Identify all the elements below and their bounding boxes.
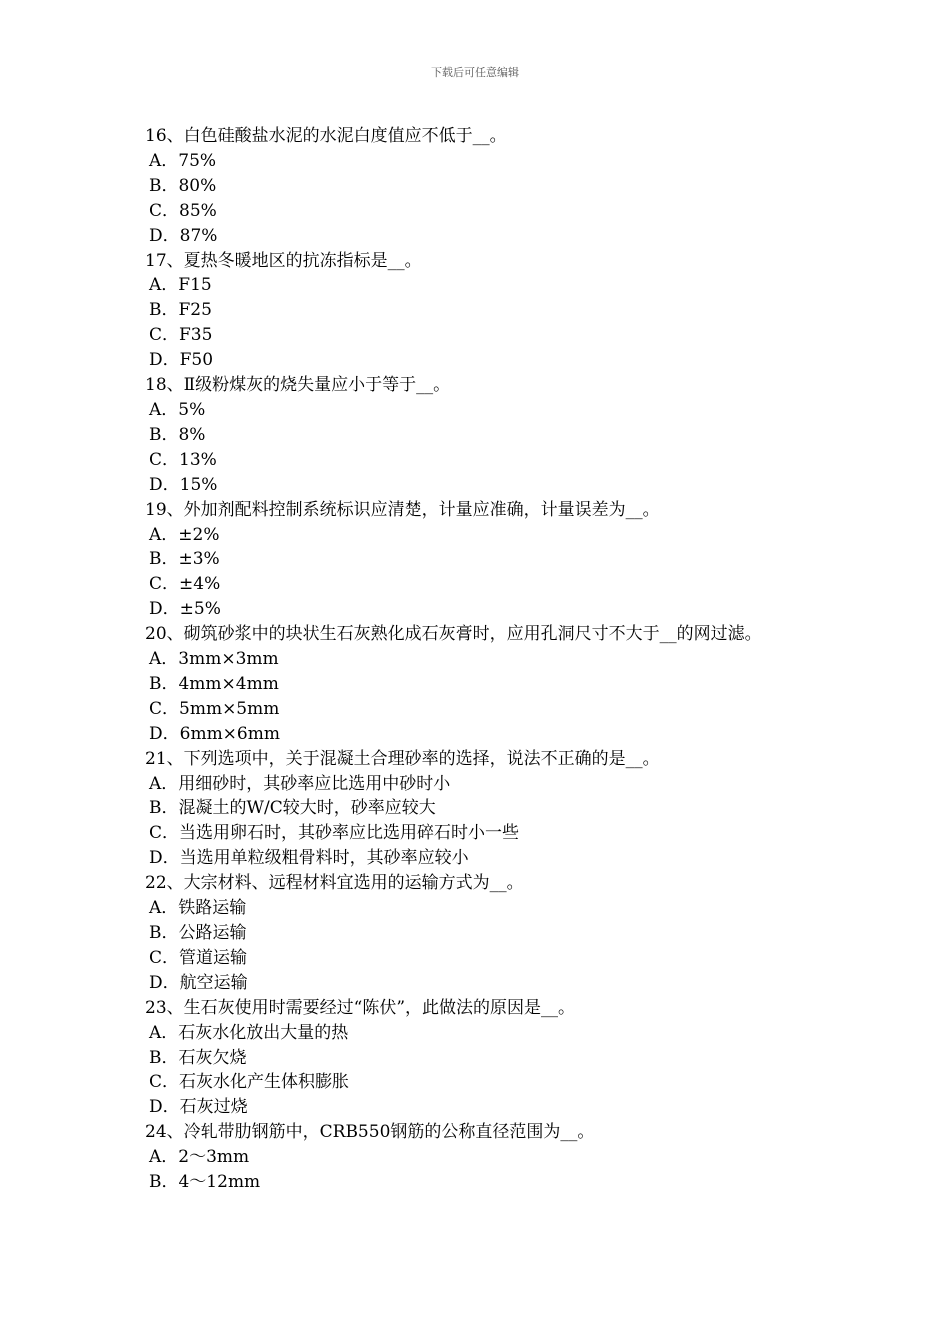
question-19	[145, 498, 815, 623]
option-b: B．混凝土的W/C较大时，砂率应较大	[149, 798, 436, 819]
question-stem: 18、Ⅱ级粉煤灰的烧失量应小于等于__。	[145, 375, 451, 396]
question-18	[145, 373, 815, 498]
option-b: B．±3%	[149, 549, 220, 570]
option-a: A．75%	[149, 150, 217, 171]
question-stem: 20、砌筑砂浆中的块状生石灰熟化成石灰膏时，应用孔洞尺寸不大于__的网过滤。	[145, 624, 762, 645]
option-c: C．当选用卵石时，其砂率应比选用碎石时小一些	[149, 823, 520, 844]
question-stem: 21、下列选项中，关于混凝土合理砂率的选择，说法不正确的是__。	[145, 748, 660, 769]
question-stem: 16、白色硅酸盐水泥的水泥白度值应不低于__。	[145, 126, 507, 146]
option-d: D．6mm×6mm	[149, 723, 280, 744]
option-a: A．±2%	[149, 524, 220, 545]
option-a: A．2～3mm	[149, 1147, 250, 1168]
option-b: B．8%	[149, 424, 206, 445]
option-b: B．公路运输	[149, 923, 247, 943]
option-c: C．F35	[149, 325, 213, 346]
option-d: D．87%	[149, 225, 218, 246]
option-b: B．4～12mm	[149, 1172, 261, 1193]
option-a: A．铁路运输	[149, 898, 247, 919]
option-d: D．±5%	[149, 599, 221, 620]
question-22	[145, 871, 815, 996]
option-a: A．用细砂时，其砂率应比选用中砂时小	[149, 773, 451, 794]
option-d: D．当选用单粒级粗骨料时，其砂率应较小	[149, 848, 469, 869]
option-b: B．80%	[149, 175, 217, 196]
option-a: A．5%	[149, 399, 206, 420]
option-b: B．4mm×4mm	[149, 673, 279, 694]
question-stem: 22、大宗材料、远程材料宜选用的运输方式为__。	[145, 873, 524, 894]
option-a: A．F15	[149, 275, 212, 296]
option-c: C．石灰水化产生体积膨胀	[149, 1072, 350, 1093]
question-16	[145, 124, 815, 249]
option-c: C．13%	[149, 449, 217, 470]
question-21	[145, 747, 815, 872]
question-23	[145, 996, 815, 1121]
question-stem: 19、外加剂配料控制系统标识应清楚，计量应准确，计量误差为__。	[145, 499, 660, 520]
option-d: D．航空运输	[149, 972, 248, 993]
option-c: C．85%	[149, 200, 217, 221]
question-stem: 17、夏热冬暖地区的抗冻指标是__。	[145, 250, 422, 271]
question-list	[145, 124, 815, 1195]
option-d: D．石灰过烧	[149, 1097, 248, 1118]
option-a: A．石灰水化放出大量的热	[149, 1022, 349, 1043]
question-24	[145, 1120, 815, 1195]
option-d: D．F50	[149, 350, 214, 371]
option-c: C．管道运输	[149, 947, 248, 968]
option-b: B．F25	[149, 300, 212, 321]
option-d: D．15%	[149, 474, 218, 495]
page-header: 下载后可任意编辑	[431, 66, 519, 79]
question-stem: 23、生石灰使用时需要经过“陈伏”，此做法的原因是__。	[145, 997, 576, 1018]
option-c: C．±4%	[149, 574, 221, 595]
option-a: A．3mm×3mm	[149, 649, 279, 670]
question-17	[145, 249, 815, 374]
question-stem: 24、冷轧带肋钢筋中，CRB550钢筋的公称直径范围为__。	[145, 1122, 595, 1143]
option-b: B．石灰欠烧	[149, 1047, 247, 1068]
option-c: C．5mm×5mm	[149, 698, 280, 719]
question-20	[145, 622, 815, 747]
